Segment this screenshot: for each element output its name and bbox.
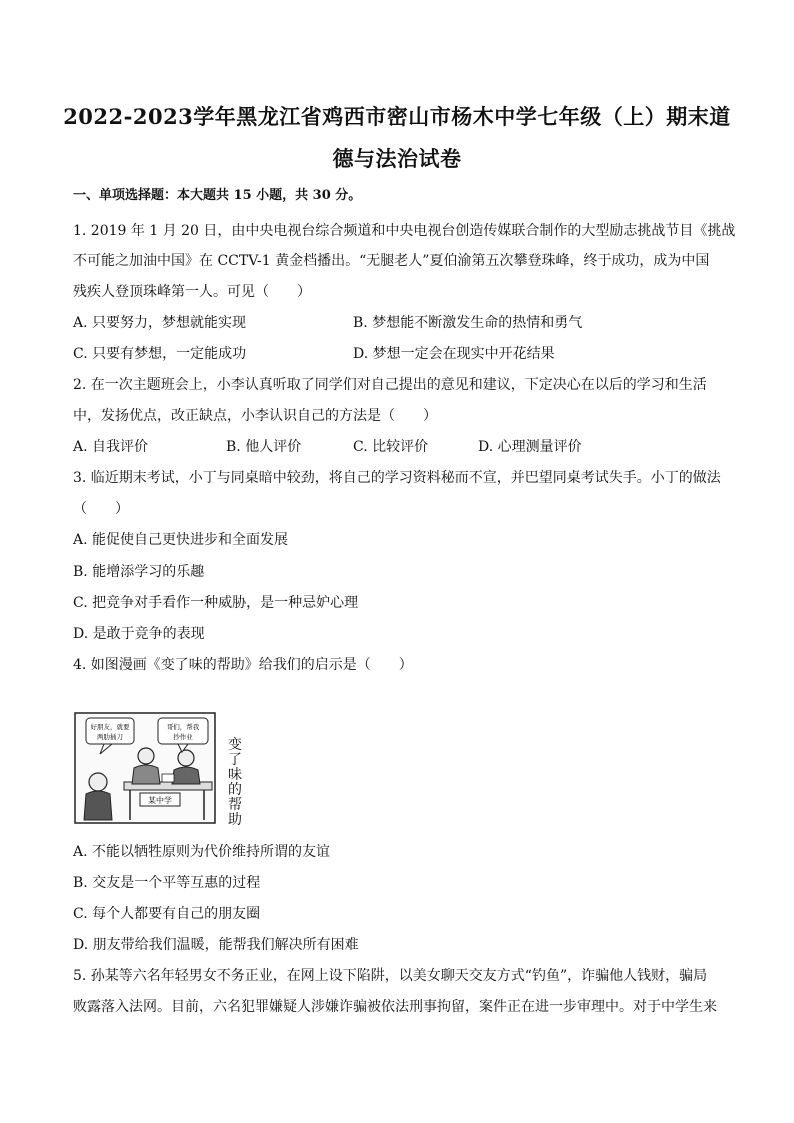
- q5-text-line-1: 5. 孙某等六名年轻男女不务正业，在网上设下陷阱，以美女聊天交友方式“钓鱼”，诈骗他人钱财，骗局: [73, 968, 708, 984]
- q3-option-c: C. 把竞争对手看作一种威胁，是一种忌妒心理: [73, 595, 359, 611]
- q5-text-line-2: 败露落入法网。目前，六名犯罪嫌疑人涉嫌诈骗被依法刑事拘留，案件正在进一步审理中。对于中学生来: [73, 999, 717, 1015]
- svg-text:抄作业: 抄作业: [173, 733, 193, 741]
- cartoon-vertical-title: 变了味的帮助: [228, 737, 242, 828]
- q2-option-c: C. 比较评价: [353, 439, 429, 455]
- q1-option-d: D. 梦想一定会在现实中开花结果: [353, 346, 555, 362]
- q1-option-a: A. 只要努力，梦想就能实现: [73, 315, 247, 331]
- q2-text-line-2: 中，发扬优点，改正缺点，小李认识自己的方法是（ ）: [73, 408, 437, 424]
- q4-text-line-1: 4. 如图漫画《变了味的帮助》给我们的启示是（ ）: [73, 657, 413, 673]
- cartoon-image: [74, 712, 244, 824]
- q3-text-line-1: 3. 临近期末考试，小丁与同桌暗中较劲，将自己的学习资料秘而不宣，并巴望同桌考试失手。小丁的做法: [73, 470, 721, 486]
- q1-text-line-1: 1. 2019 年 1 月 20 日，由中央电视台综合频道和中央电视台创造传媒联合制作的大型励志挑战节目《挑战: [73, 223, 736, 239]
- q1-text-line-3: 残疾人登顶珠峰第一人。可见（ ）: [73, 284, 311, 300]
- q2-option-b: B. 他人评价: [226, 439, 302, 455]
- cartoon-sign: 某中学: [148, 796, 172, 805]
- q4-option-c: C. 每个人都要有自己的朋友圈: [73, 906, 261, 922]
- q3-option-a: A. 能促使自己更快进步和全面发展: [73, 532, 289, 548]
- q1-text-line-2: 不可能之加油中国》在 CCTV-1 黄金档播出。“无腿老人”夏伯渝第五次攀登珠峰，终于成功，成为中国: [73, 253, 710, 269]
- q2-option-d: D. 心理测量评价: [478, 439, 582, 455]
- q3-text-line-2: （ ）: [73, 501, 129, 517]
- q2-option-a: A. 自我评价: [73, 439, 149, 455]
- exam-title-line-2: 德与法治试卷: [332, 146, 462, 171]
- exam-title-line-1: 2022-2023学年黑龙江省鸡西市密山市杨木中学七年级（上）期末道: [63, 104, 731, 129]
- q3-option-b: B. 能增添学习的乐趣: [73, 564, 205, 580]
- section-heading: 一、单项选择题：本大题共 15 小题，共 30 分。: [73, 188, 362, 203]
- q3-option-d: D. 是敢于竞争的表现: [73, 626, 205, 642]
- q1-option-b: B. 梦想能不断激发生命的热情和勇气: [353, 315, 583, 331]
- q4-option-a: A. 不能以牺牲原则为代价维持所谓的友谊: [73, 844, 331, 860]
- q4-option-b: B. 交友是一个平等互惠的过程: [73, 875, 261, 891]
- svg-text:两肋插刀: 两肋插刀: [97, 733, 123, 741]
- svg-text:好朋友，就要: 好朋友，就要: [90, 723, 130, 731]
- q2-text-line-1: 2. 在一次主题班会上，小李认真听取了同学们对自己提出的意见和建议，下定决心在以后的学习和生活: [73, 377, 707, 393]
- q1-option-c: C. 只要有梦想，一定能成功: [73, 346, 247, 362]
- q4-option-d: D. 朋友带给我们温暖，能帮我们解决所有困难: [73, 937, 359, 953]
- svg-text:哥们，帮我: 哥们，帮我: [166, 723, 200, 731]
